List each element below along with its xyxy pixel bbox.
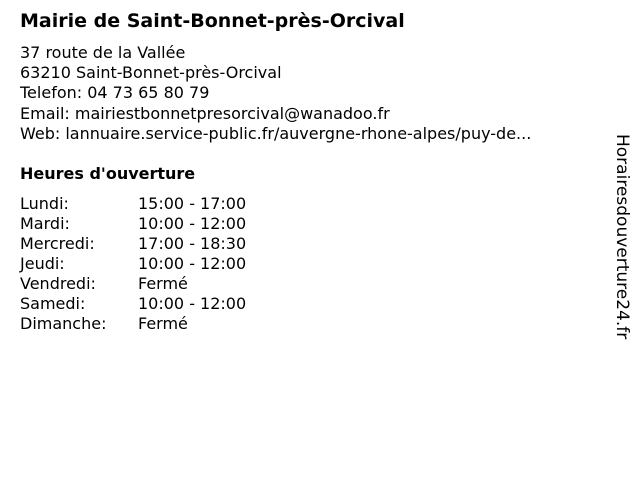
- phone-number: Telefon: 04 73 65 80 79: [20, 83, 210, 103]
- day-label: Jeudi:: [20, 254, 65, 273]
- website-link: Web: lannuaire.service-public.fr/auvergne-rhone-alpes/puy-de...: [20, 123, 532, 143]
- hours-heading: Heures d'ouverture: [20, 164, 196, 183]
- page-title: Mairie de Saint-Bonnet-près-Orcival: [20, 10, 405, 32]
- day-hours: 10:00 - 12:00: [138, 294, 247, 313]
- day-label: Vendredi:: [20, 274, 96, 293]
- day-label: Mardi:: [20, 214, 70, 233]
- day-label: Samedi:: [20, 294, 86, 313]
- site-brand: Horairesdouverture24.fr: [612, 134, 632, 340]
- day-hours: Fermé: [138, 274, 188, 293]
- street-address: 37 route de la Vallée: [20, 43, 186, 62]
- city-postcode: 63210 Saint-Bonnet-près-Orcival: [20, 63, 282, 83]
- day-label: Dimanche:: [20, 314, 107, 333]
- email-address: Email: mairiestbonnetpresorcival@wanadoo.fr: [20, 103, 390, 123]
- address-block: [20, 43, 531, 144]
- day-label: Mercredi:: [20, 234, 95, 253]
- day-hours: Fermé: [138, 314, 188, 333]
- day-hours: 10:00 - 12:00: [138, 254, 247, 273]
- day-hours: 10:00 - 12:00: [138, 214, 247, 233]
- day-label: Lundi:: [20, 194, 69, 213]
- day-hours: 15:00 - 17:00: [138, 194, 247, 213]
- day-hours: 17:00 - 18:30: [138, 234, 247, 253]
